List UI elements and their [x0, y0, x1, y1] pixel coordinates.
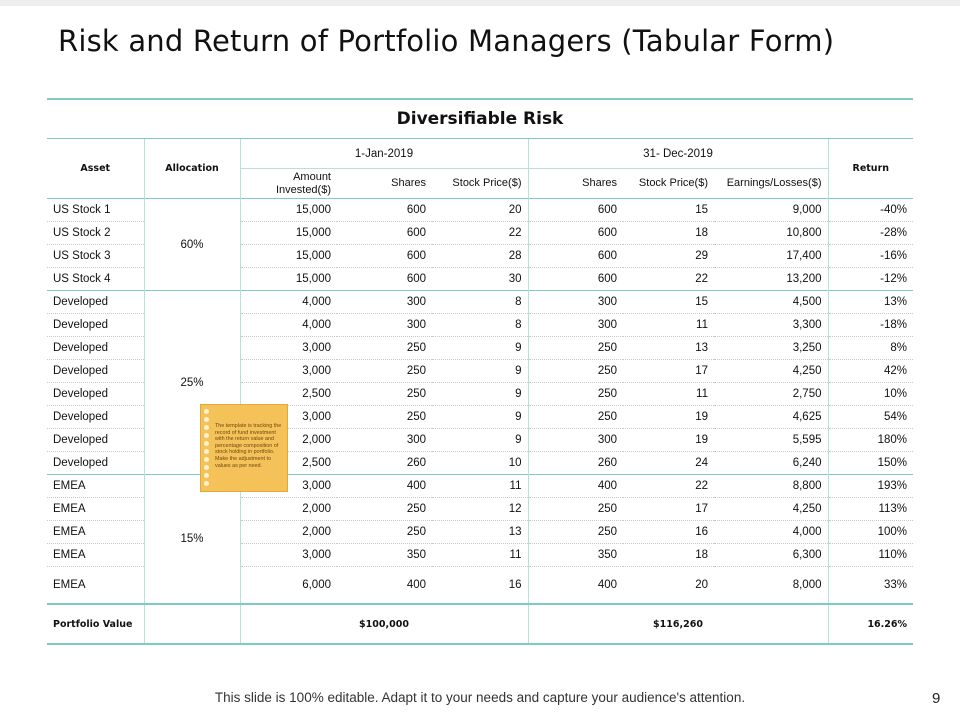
- cell-asset: Developed: [47, 383, 144, 406]
- cell-price-end: 22: [623, 475, 714, 498]
- cell-shares-start: 300: [337, 429, 432, 452]
- cell-price-end: 13: [623, 337, 714, 360]
- cell-return: 193%: [828, 475, 913, 498]
- cell-return: -18%: [828, 314, 913, 337]
- cell-amount: 3,000: [240, 337, 337, 360]
- cell-allocation: 15%: [144, 475, 240, 605]
- cell-shares-start: 400: [337, 567, 432, 605]
- cell-earnings: 4,250: [714, 360, 828, 383]
- cell-earnings: 17,400: [714, 245, 828, 268]
- page-number: 9: [932, 690, 941, 707]
- cell-return: -40%: [828, 199, 913, 222]
- cell-asset: Developed: [47, 314, 144, 337]
- cell-price-start: 10: [432, 452, 528, 475]
- cell-earnings: 13,200: [714, 268, 828, 291]
- table-row: [47, 475, 913, 498]
- sticky-note-text: The template is tracking the record of fund investment with the return value and percentage composition of stock holding in portfolio. Make the adjustment to values as per need.: [215, 423, 282, 469]
- cell-price-end: 15: [623, 291, 714, 314]
- cell-shares-start: 600: [337, 245, 432, 268]
- cell-shares-end: 260: [528, 452, 623, 475]
- cell-shares-end: 250: [528, 406, 623, 429]
- cell-shares-end: 250: [528, 337, 623, 360]
- cell-shares-start: 400: [337, 475, 432, 498]
- cell-asset: Developed: [47, 291, 144, 314]
- cell-price-end: 17: [623, 360, 714, 383]
- cell-amount: 2,000: [240, 521, 337, 544]
- cell-price-start: 16: [432, 567, 528, 605]
- cell-earnings: 6,300: [714, 544, 828, 567]
- header-amount-invested: [240, 169, 337, 199]
- cell-price-start: 28: [432, 245, 528, 268]
- cell-price-end: 11: [623, 314, 714, 337]
- header-stock-price-start: Stock Price($): [452, 177, 522, 189]
- cell-price-end: 11: [623, 383, 714, 406]
- cell-asset: EMEA: [47, 498, 144, 521]
- cell-shares-start: 250: [337, 360, 432, 383]
- cell-amount: 3,000: [240, 544, 337, 567]
- header-asset: Asset: [80, 163, 111, 174]
- cell-price-start: 30: [432, 268, 528, 291]
- cell-price-end: 24: [623, 452, 714, 475]
- cell-price-end: 16: [623, 521, 714, 544]
- cell-return: -28%: [828, 222, 913, 245]
- cell-shares-start: 300: [337, 314, 432, 337]
- cell-shares-end: 350: [528, 544, 623, 567]
- cell-shares-end: 600: [528, 222, 623, 245]
- header-amount-line1: Amount: [293, 170, 331, 183]
- cell-shares-end: 600: [528, 268, 623, 291]
- cell-return: 13%: [828, 291, 913, 314]
- cell-shares-start: 300: [337, 291, 432, 314]
- cell-amount: 2,500: [240, 383, 337, 406]
- cell-shares-start: 350: [337, 544, 432, 567]
- cell-return: -12%: [828, 268, 913, 291]
- header-stock-price-end: Stock Price($): [638, 177, 708, 189]
- top-bar: [0, 0, 960, 6]
- cell-shares-end: 600: [528, 245, 623, 268]
- slide-title: Risk and Return of Portfolio Managers (Tabular Form): [58, 24, 835, 58]
- cell-earnings: 3,300: [714, 314, 828, 337]
- cell-amount: 2,000: [240, 429, 337, 452]
- header-shares-start: Shares: [391, 177, 426, 189]
- table-body: [47, 199, 913, 645]
- total-label: Portfolio Value: [47, 604, 144, 644]
- cell-shares-start: 600: [337, 222, 432, 245]
- cell-amount: 15,000: [240, 199, 337, 222]
- total-return: 16.26%: [828, 604, 913, 644]
- cell-price-start: 11: [432, 475, 528, 498]
- cell-price-start: 11: [432, 544, 528, 567]
- header-date-start: 1-Jan-2019: [240, 139, 528, 169]
- header-earnings: Earnings/Losses($): [726, 177, 822, 189]
- cell-shares-end: 300: [528, 291, 623, 314]
- cell-return: 100%: [828, 521, 913, 544]
- cell-earnings: 8,000: [714, 567, 828, 605]
- cell-shares-end: 250: [528, 360, 623, 383]
- cell-shares-start: 250: [337, 521, 432, 544]
- cell-earnings: 6,240: [714, 452, 828, 475]
- cell-amount: 4,000: [240, 291, 337, 314]
- cell-price-end: 17: [623, 498, 714, 521]
- cell-return: 42%: [828, 360, 913, 383]
- cell-shares-end: 400: [528, 567, 623, 605]
- total-row: [47, 604, 913, 644]
- cell-asset: Developed: [47, 452, 144, 475]
- cell-amount: 15,000: [240, 268, 337, 291]
- cell-earnings: 4,500: [714, 291, 828, 314]
- cell-asset: EMEA: [47, 521, 144, 544]
- cell-price-start: 9: [432, 360, 528, 383]
- cell-price-end: 19: [623, 429, 714, 452]
- cell-shares-start: 260: [337, 452, 432, 475]
- cell-amount: 2,500: [240, 452, 337, 475]
- header-amount-line2: Invested($): [275, 183, 331, 196]
- cell-allocation: 60%: [144, 199, 240, 291]
- cell-earnings: 4,250: [714, 498, 828, 521]
- cell-amount: 4,000: [240, 314, 337, 337]
- cell-return: -16%: [828, 245, 913, 268]
- cell-earnings: 4,000: [714, 521, 828, 544]
- cell-shares-end: 300: [528, 429, 623, 452]
- footer-text: This slide is 100% editable. Adapt it to your needs and capture your audience's attention.: [214, 690, 746, 705]
- cell-earnings: 10,800: [714, 222, 828, 245]
- cell-asset: US Stock 2: [47, 222, 144, 245]
- header-date-end: 31- Dec-2019: [528, 139, 828, 169]
- cell-allocation: 25%: [144, 291, 240, 475]
- cell-price-start: 20: [432, 199, 528, 222]
- cell-asset: Developed: [47, 360, 144, 383]
- cell-return: 150%: [828, 452, 913, 475]
- cell-shares-end: 600: [528, 199, 623, 222]
- cell-price-end: 29: [623, 245, 714, 268]
- cell-amount: 6,000: [240, 567, 337, 605]
- cell-asset: Developed: [47, 429, 144, 452]
- cell-return: 54%: [828, 406, 913, 429]
- cell-shares-start: 250: [337, 383, 432, 406]
- cell-shares-end: 400: [528, 475, 623, 498]
- note-binding-dots: [204, 409, 210, 489]
- cell-amount: 15,000: [240, 222, 337, 245]
- header-return: Return: [828, 139, 913, 199]
- header-shares-end: Shares: [528, 169, 623, 199]
- cell-shares-end: 300: [528, 314, 623, 337]
- cell-return: 10%: [828, 383, 913, 406]
- cell-shares-start: 250: [337, 337, 432, 360]
- total-end-value: $116,260: [528, 604, 828, 644]
- cell-asset: EMEA: [47, 475, 144, 498]
- cell-price-start: 22: [432, 222, 528, 245]
- cell-shares-end: 250: [528, 498, 623, 521]
- cell-price-start: 9: [432, 406, 528, 429]
- cell-shares-end: 250: [528, 521, 623, 544]
- cell-amount: 3,000: [240, 406, 337, 429]
- portfolio-table-container: [47, 98, 913, 645]
- cell-amount: 3,000: [240, 360, 337, 383]
- cell-asset: EMEA: [47, 567, 144, 605]
- cell-price-end: 18: [623, 544, 714, 567]
- total-start-value: $100,000: [240, 604, 528, 644]
- cell-shares-start: 250: [337, 406, 432, 429]
- cell-shares-start: 600: [337, 268, 432, 291]
- total-allocation-empty: [144, 604, 240, 644]
- table-row: [47, 199, 913, 222]
- cell-asset: EMEA: [47, 544, 144, 567]
- cell-shares-end: 250: [528, 383, 623, 406]
- header-allocation: Allocation: [144, 139, 240, 199]
- cell-price-end: 22: [623, 268, 714, 291]
- cell-price-end: 20: [623, 567, 714, 605]
- cell-return: 110%: [828, 544, 913, 567]
- cell-price-start: 9: [432, 429, 528, 452]
- table-caption: Diversifiable Risk: [47, 99, 913, 139]
- cell-price-start: 13: [432, 521, 528, 544]
- cell-asset: US Stock 3: [47, 245, 144, 268]
- cell-price-start: 8: [432, 314, 528, 337]
- sticky-note[interactable]: [200, 404, 288, 492]
- cell-price-end: 19: [623, 406, 714, 429]
- cell-earnings: 5,595: [714, 429, 828, 452]
- cell-earnings: 8,800: [714, 475, 828, 498]
- cell-asset: Developed: [47, 406, 144, 429]
- cell-asset: US Stock 1: [47, 199, 144, 222]
- cell-return: 33%: [828, 567, 913, 605]
- cell-amount: 3,000: [240, 475, 337, 498]
- cell-return: 8%: [828, 337, 913, 360]
- cell-asset: US Stock 4: [47, 268, 144, 291]
- cell-earnings: 9,000: [714, 199, 828, 222]
- table-row: [47, 291, 913, 314]
- cell-shares-start: 600: [337, 199, 432, 222]
- cell-return: 113%: [828, 498, 913, 521]
- cell-amount: 2,000: [240, 498, 337, 521]
- cell-earnings: 4,625: [714, 406, 828, 429]
- cell-asset: Developed: [47, 337, 144, 360]
- cell-price-start: 9: [432, 337, 528, 360]
- cell-price-end: 15: [623, 199, 714, 222]
- cell-price-start: 12: [432, 498, 528, 521]
- cell-earnings: 3,250: [714, 337, 828, 360]
- cell-return: 180%: [828, 429, 913, 452]
- portfolio-table: [47, 98, 913, 645]
- cell-shares-start: 250: [337, 498, 432, 521]
- cell-price-start: 9: [432, 383, 528, 406]
- cell-amount: 15,000: [240, 245, 337, 268]
- cell-price-end: 18: [623, 222, 714, 245]
- cell-price-start: 8: [432, 291, 528, 314]
- cell-earnings: 2,750: [714, 383, 828, 406]
